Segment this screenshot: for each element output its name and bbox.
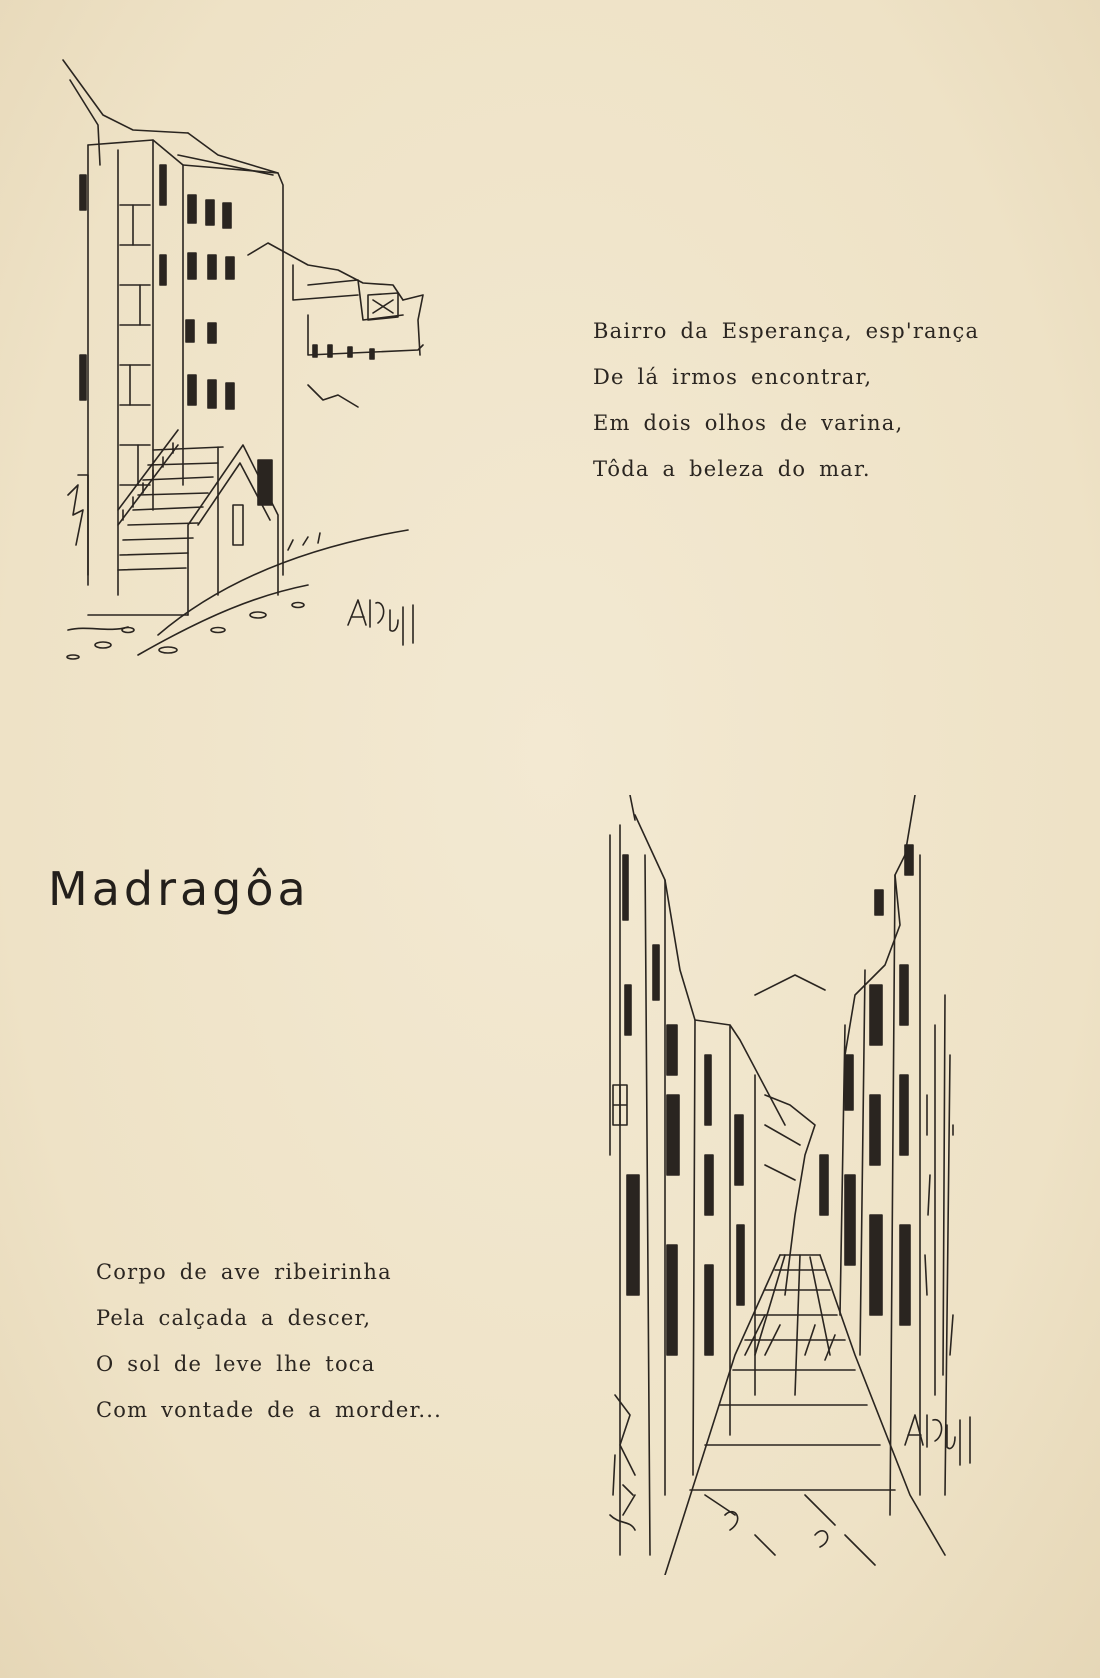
verse-line: Com vontade de a morder... xyxy=(96,1398,442,1422)
verse-line: Tôda a beleza do mar. xyxy=(593,457,871,481)
illustration-narrow-street xyxy=(605,795,1025,1575)
verse-line: Em dois olhos de varina, xyxy=(593,411,904,435)
verse-bottom xyxy=(96,1249,442,1433)
verse-top xyxy=(593,308,979,492)
verse-line: Pela calçada a descer, xyxy=(96,1306,372,1330)
illustration-buildings-staircase xyxy=(58,55,458,685)
verse-line: Bairro da Esperança, esp'rança xyxy=(593,319,980,343)
verse-line: Corpo de ave ribeirinha xyxy=(96,1260,392,1284)
section-title: Madragôa xyxy=(48,862,310,916)
verse-line: O sol de leve lhe toca xyxy=(96,1352,376,1376)
verse-line: De lá irmos encontrar, xyxy=(593,365,873,389)
